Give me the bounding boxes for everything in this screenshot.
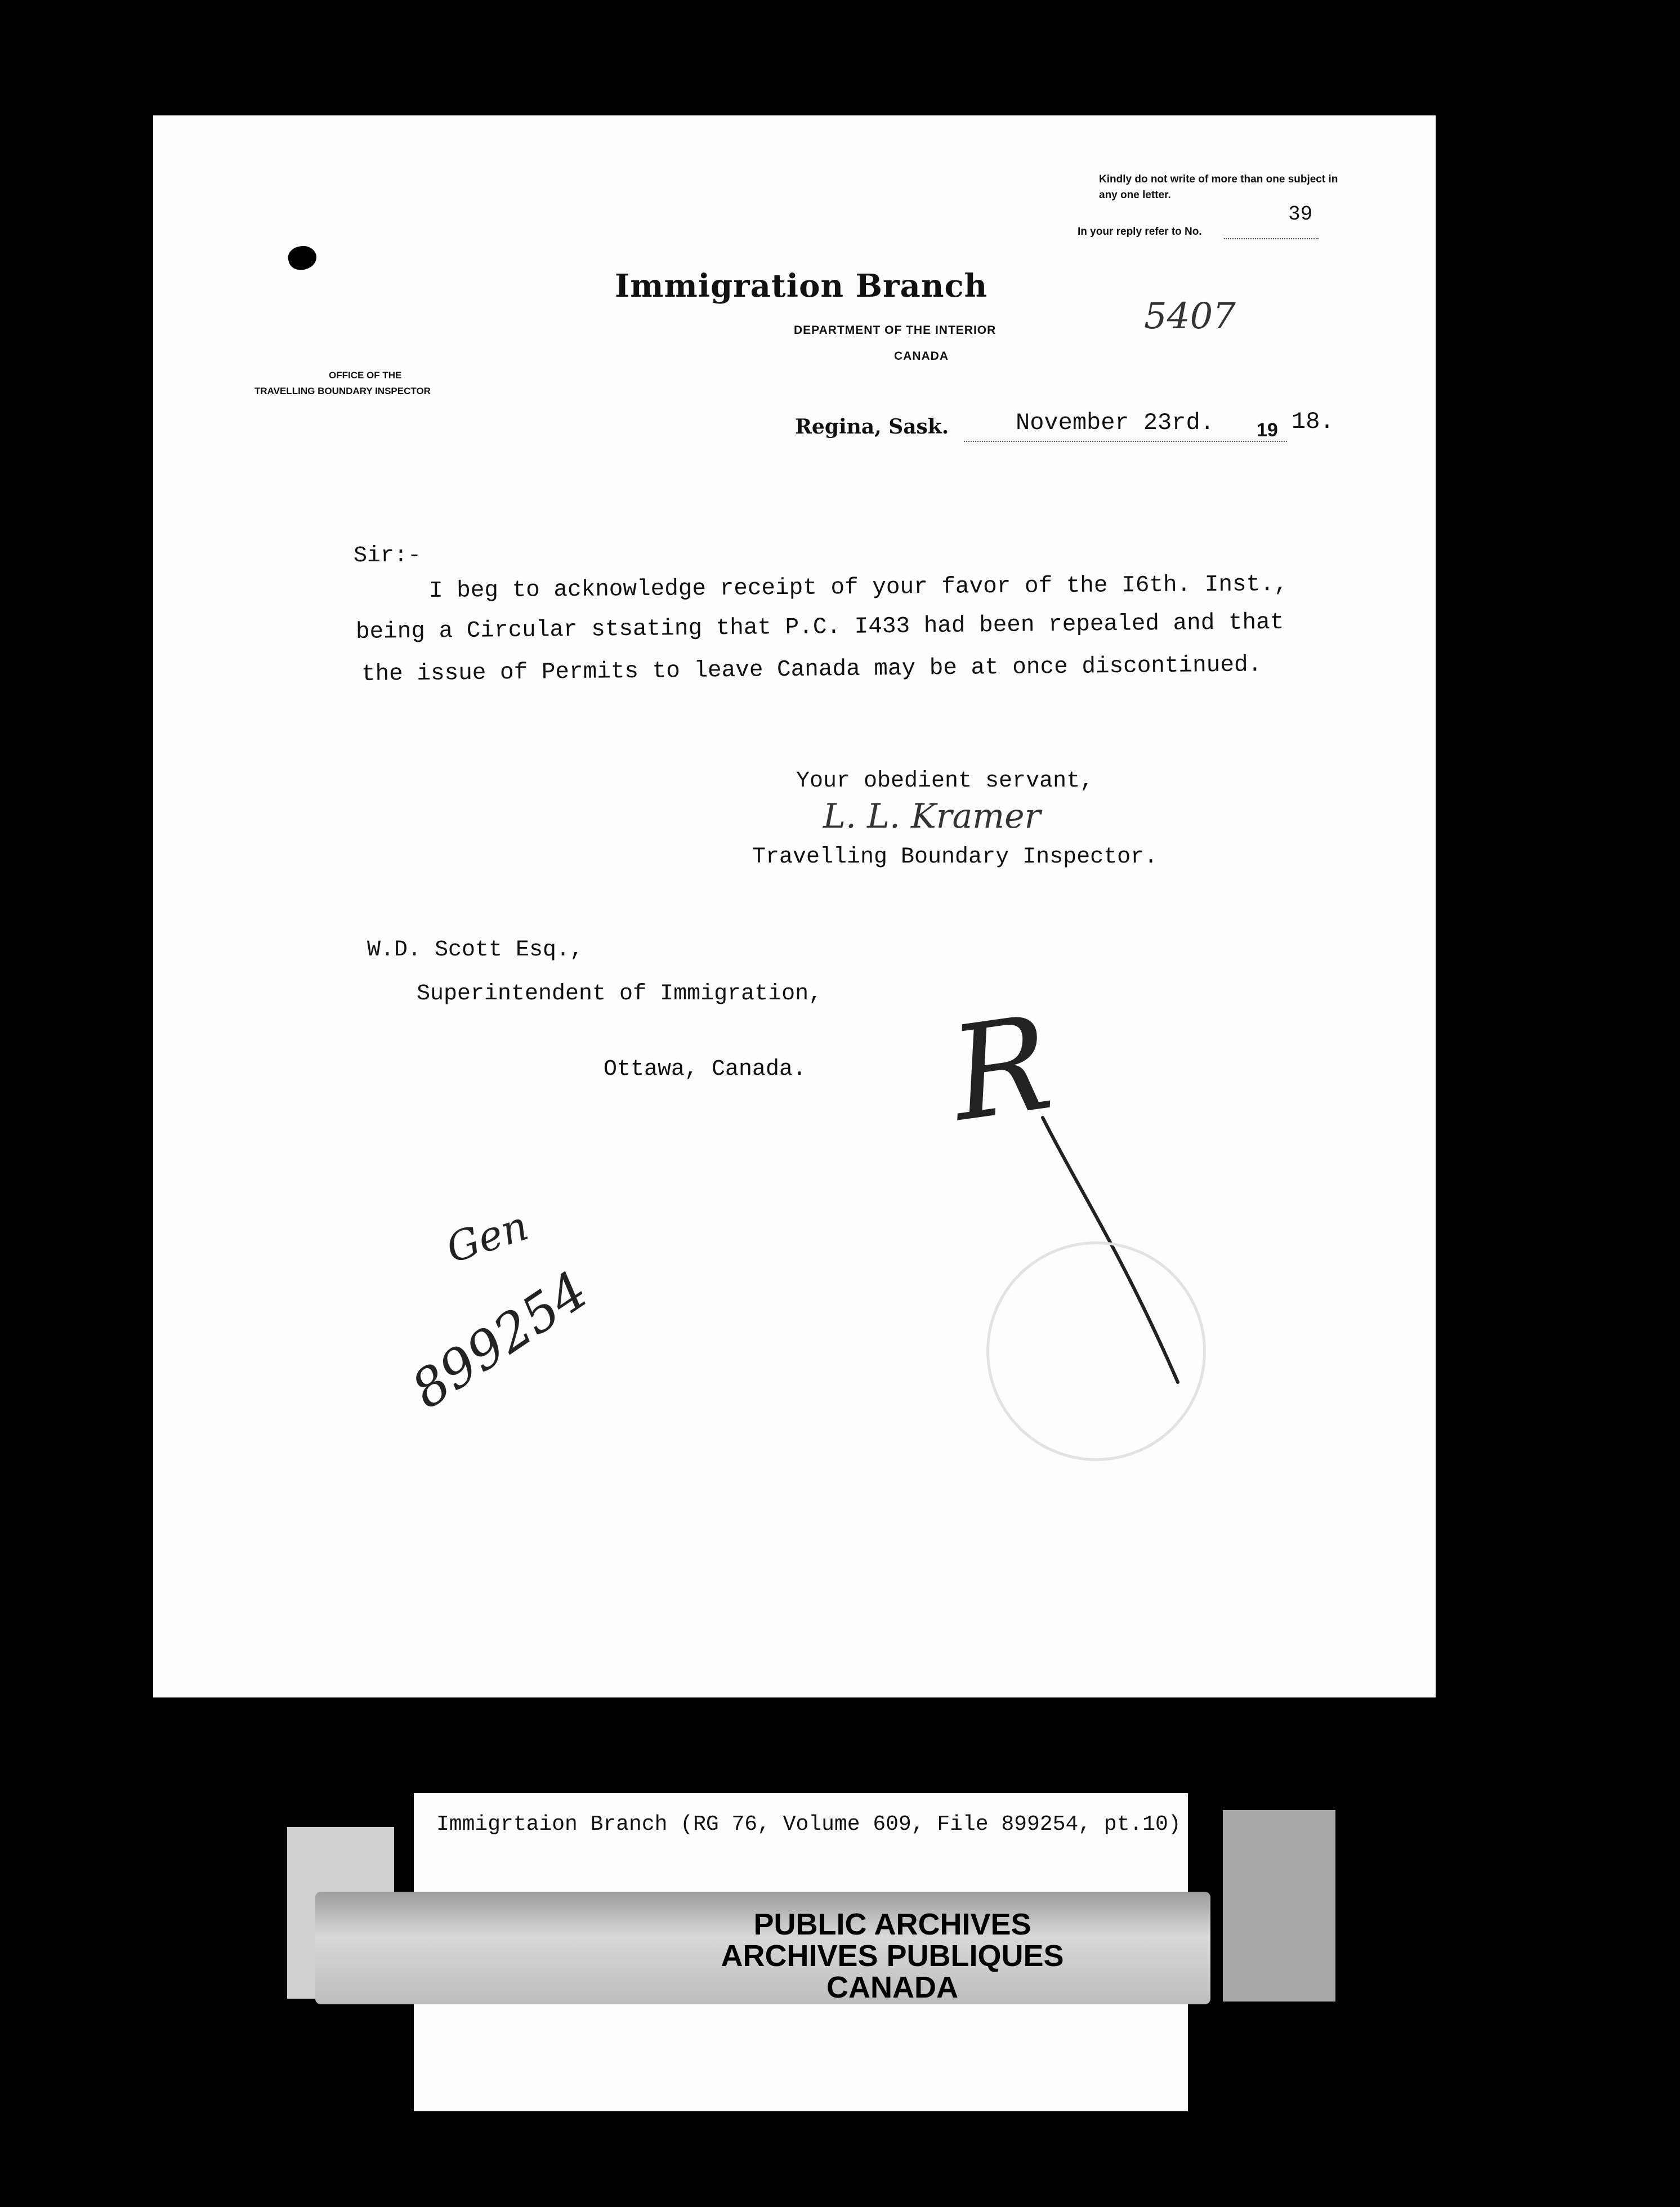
valediction: Your obedient servant, [796,769,1094,794]
addressee-position: Superintendent of Immigration, [417,981,823,1007]
handwritten-initial: R [942,988,1060,1151]
archive-tape-right [1223,1810,1335,2002]
file-stamp: 5407 [1144,296,1236,337]
department-name: DEPARTMENT OF THE INTERIOR [794,324,997,337]
body-line-3: the issue of Permits to leave Canada may be at once discontinued. [361,652,1262,687]
handwritten-file-number: 899254 [401,1259,599,1420]
addressee-name: W.D. Scott Esq., [367,937,584,963]
archive-caption: Immigrtaion Branch (RG 76, Volume 609, File 899254, pt.10) [436,1812,1181,1837]
reply-reference-line [1224,238,1319,239]
reply-notice: Kindly do not write of more than one subject in any one letter. [1099,173,1338,201]
letter-page [153,115,1436,1697]
signatory-title: Travelling Boundary Inspector. [752,845,1158,870]
office-line-1: OFFICE OF THE [329,370,402,381]
reply-reference-label: In your reply refer to No. [1078,226,1202,238]
addressee-city: Ottawa, Canada. [604,1057,807,1082]
salutation: Sir:- [354,543,422,569]
dateline-year-suffix: 18. [1292,408,1334,435]
dateline-rule [964,441,1287,442]
archive-stamp [586,1909,1199,2003]
dateline-date: November 23rd. [1016,409,1214,436]
archive-stamp-line-2: ARCHIVES PUBLIQUES [721,1939,1064,1973]
signature: L. L. Kramer [823,797,1041,836]
country-name: CANADA [894,350,949,363]
body-line-2: being a Circular stsating that P.C. I433 had been repealed and that [355,609,1284,645]
dateline-place: Regina, Sask. [795,415,949,439]
received-stamp-icon [986,1241,1206,1461]
handwritten-gen: Gen [440,1201,534,1272]
office-line-2: TRAVELLING BOUNDARY INSPECTOR [254,386,431,396]
emblem-icon [285,243,319,273]
reply-number: 39 [1288,203,1313,226]
branch-title: Immigration Branch [615,267,988,305]
archive-stamp-line-3: CANADA [826,1971,958,2004]
archive-stamp-line-1: PUBLIC ARCHIVES [753,1907,1031,1941]
dateline-year-prefix: 19 [1257,419,1278,441]
body-line-1: I beg to acknowledge receipt of your favor of the I6th. Inst., [428,571,1288,604]
